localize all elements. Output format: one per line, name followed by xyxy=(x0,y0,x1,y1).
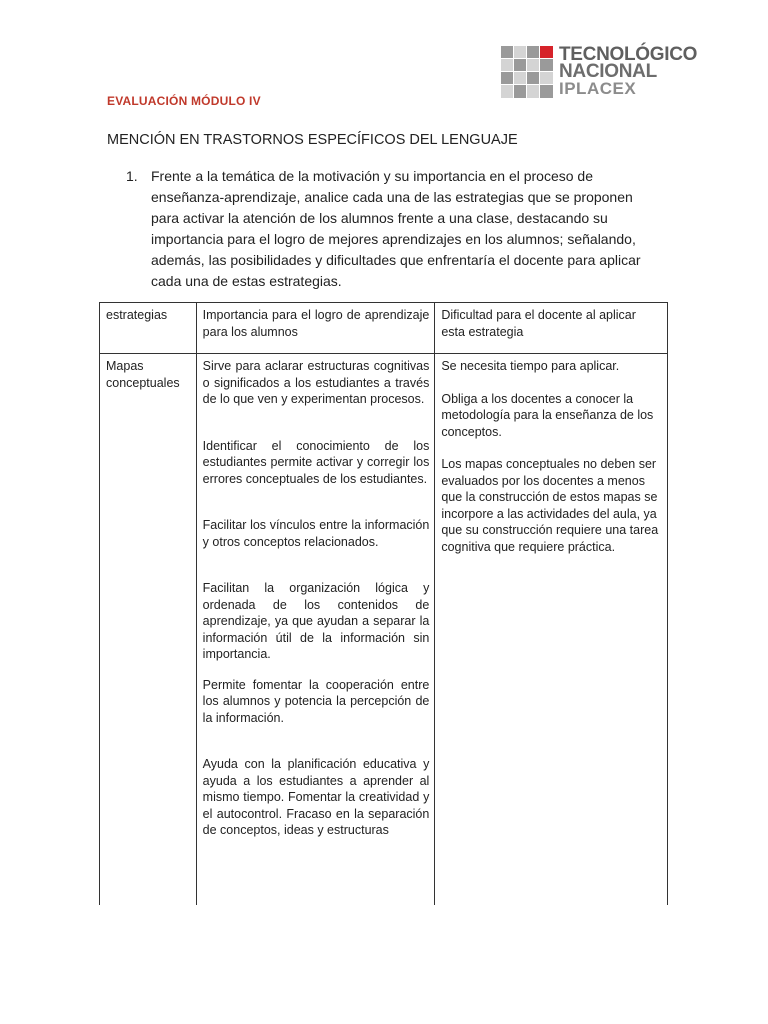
question-number: 1. xyxy=(126,168,138,184)
table-row xyxy=(100,354,668,906)
header-difficulty: Dificultad para el docente al aplicar esta estrategia xyxy=(435,303,668,354)
logo-mark-icon xyxy=(501,46,553,98)
importance-paragraph-4: Facilitan la organización lógica y ordenada de los contenidos de aprendizaje, ya que ayudan a separar la información útil de la información sin importancia. xyxy=(202,581,430,661)
difficulty-paragraph-3: Los mapas conceptuales no deben ser evaluados por los docentes a menos que la construcción de estos mapas se incorpore a las actividades del aula, ya que su construcción requiere una tarea cognitiva que requiere práctica. xyxy=(441,457,659,554)
header-importance: Importancia para el logro de aprendizaje para los alumnos xyxy=(196,303,435,354)
logo-text xyxy=(559,46,697,97)
strategies-table xyxy=(99,302,668,905)
importance-paragraph-1: Sirve para aclarar estructuras cognitivas o significados a los estudiantes a través de lo que ven y experimentan procesos. xyxy=(202,359,430,406)
difficulty-paragraph-1: Se necesita tiempo para aplicar. xyxy=(441,359,620,373)
mention-title: MENCIÓN EN TRASTORNOS ESPECÍFICOS DEL LENGUAJE xyxy=(107,132,518,148)
question-item xyxy=(126,166,646,292)
header-strategies: estrategias xyxy=(100,303,197,354)
strategies-table-wrapper xyxy=(99,302,668,905)
cell-difficulty xyxy=(435,354,668,906)
logo-line-2: NACIONAL xyxy=(559,61,657,82)
cell-importance xyxy=(196,354,435,906)
logo-line-1: TECNOLÓGICO xyxy=(559,44,698,65)
difficulty-paragraph-2: Obliga a los docentes a conocer la metodología para la enseñanza de los conceptos. xyxy=(441,391,654,439)
question-text: Frente a la temática de la motivación y su importancia en el proceso de enseñanza-aprendizaje, analice cada una de las estrategias que se proponen para activar la atención de los alumnos frente a una clase, destacando su importancia para el logro de mejores aprendizajes en los alumnos; señalando, además, las posibilidades y dificultades que enfrentaría el docente para aplicar cada una de estas estrategias. xyxy=(151,168,641,289)
importance-paragraph-2: Identificar el conocimiento de los estudiantes permite activar y corregir los errores conceptuales de los estudiantes. xyxy=(202,438,430,486)
importance-paragraph-6: Ayuda con la planificación educativa y ayuda a los estudiantes a aprender al mismo tiempo. Fomentar la creatividad y el autocontrol. Fracaso en la separación de conceptos, ideas y estructuras xyxy=(202,757,430,837)
importance-paragraph-5: Permite fomentar la cooperación entre los alumnos y potencia la percepción de la información. xyxy=(202,677,430,725)
logo-line-3: IPLACEX xyxy=(559,79,637,98)
table-header-row xyxy=(100,303,668,354)
cell-strategy: Mapas conceptuales xyxy=(100,354,197,906)
importance-paragraph-3: Facilitar los vínculos entre la información y otros conceptos relacionados. xyxy=(202,518,430,549)
institution-logo xyxy=(501,46,701,102)
evaluation-title: EVALUACIÓN MÓDULO IV xyxy=(107,94,261,108)
